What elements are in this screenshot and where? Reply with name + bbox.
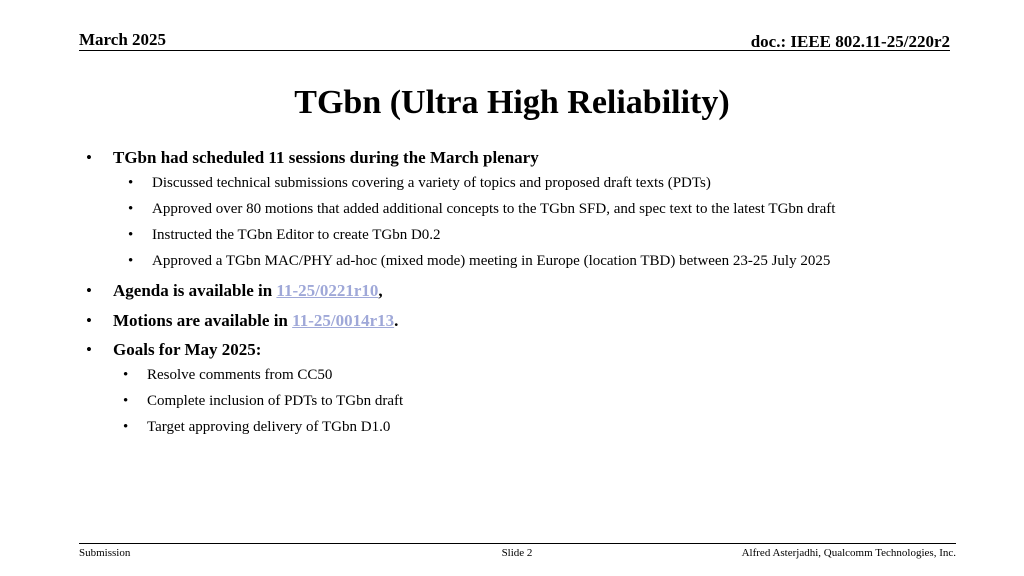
sub-bullet bbox=[123, 367, 333, 384]
bullet-agenda bbox=[86, 281, 383, 301]
bullet-text: Motions are available in bbox=[113, 311, 293, 330]
footer-author: Alfred Asterjadhi, Qualcomm Technologies, Inc. bbox=[741, 547, 956, 559]
bullet-suffix: , bbox=[378, 281, 383, 300]
bullet-dot: • bbox=[123, 367, 129, 383]
sub-bullet bbox=[128, 253, 831, 270]
footer-divider bbox=[79, 543, 956, 544]
sub-bullet bbox=[128, 227, 441, 244]
bullet-dot: • bbox=[123, 393, 129, 409]
sub-bullet bbox=[123, 419, 391, 436]
bullet-motions bbox=[86, 311, 399, 331]
bullet-dot: • bbox=[86, 311, 92, 330]
motions-link[interactable]: 11-25/0014r13 bbox=[292, 311, 395, 330]
slide-title: TGbn (Ultra High Reliability) bbox=[294, 84, 730, 121]
sub-bullet bbox=[128, 201, 836, 218]
header-doc-id: doc.: IEEE 802.11-25/220r2 bbox=[750, 32, 950, 51]
bullet-goals bbox=[86, 340, 262, 360]
bullet-text: Agenda is available in bbox=[113, 281, 277, 300]
bullet-dot: • bbox=[86, 281, 92, 300]
sub-bullet-text: Resolve comments from CC50 bbox=[147, 367, 333, 383]
sub-bullet-text: Target approving delivery of TGbn D1.0 bbox=[147, 419, 391, 435]
sub-bullet-text: Approved over 80 motions that added additional concepts to the TGbn SFD, and spec text to the latest TGbn draft bbox=[152, 201, 836, 217]
footer-slide-number: Slide 2 bbox=[501, 547, 533, 559]
bullet-dot: • bbox=[128, 227, 134, 243]
sub-bullet-text: Approved a TGbn MAC/PHY ad-hoc (mixed mode) meeting in Europe (location TBD) between 23-25 July 2025 bbox=[152, 253, 831, 269]
bullet-dot: • bbox=[128, 175, 134, 191]
bullet-dot: • bbox=[128, 201, 134, 217]
bullet-text: TGbn had scheduled 11 sessions during the March plenary bbox=[113, 148, 539, 167]
sub-bullet-text: Complete inclusion of PDTs to TGbn draft bbox=[147, 393, 404, 409]
sub-bullet bbox=[128, 175, 711, 192]
agenda-link[interactable]: 11-25/0221r10 bbox=[276, 281, 379, 300]
bullet-text: Goals for May 2025: bbox=[113, 340, 262, 359]
sub-bullet bbox=[123, 393, 404, 410]
bullet-dot: • bbox=[86, 340, 92, 359]
sub-bullet-text: Instructed the TGbn Editor to create TGbn D0.2 bbox=[152, 227, 441, 243]
sub-bullet-text: Discussed technical submissions covering a variety of topics and proposed draft texts (PDTs) bbox=[152, 175, 711, 191]
bullet-dot: • bbox=[123, 419, 129, 435]
header-date: March 2025 bbox=[79, 30, 167, 49]
footer-submission: Submission bbox=[79, 547, 131, 559]
bullet-sessions bbox=[86, 148, 539, 168]
bullet-dot: • bbox=[86, 148, 92, 167]
bullet-dot: • bbox=[128, 253, 134, 269]
bullet-suffix: . bbox=[394, 311, 399, 330]
